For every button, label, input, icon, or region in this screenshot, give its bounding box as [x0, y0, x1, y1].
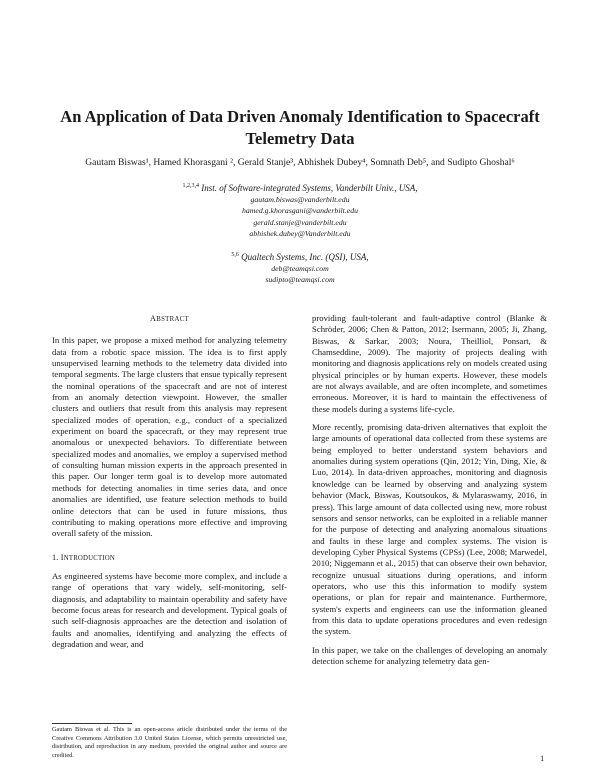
author-email: gerald.stanje@vanderbilt.edu	[253, 217, 347, 227]
section-heading-initial: I	[60, 552, 64, 562]
license-footnote: Gautam Biswas et al. This is an open-access article distributed under the terms of the Creative Commons Attribution 3.0 United States License, which permits unrestricted use, distribution, and reproduction in any medium, provided the original author and source are credited.	[52, 726, 287, 759]
abstract-heading	[52, 313, 287, 325]
affiliation-2-superscript: 5,6	[231, 252, 239, 258]
author-email: deb@teamqsi.com	[271, 264, 329, 273]
abstract-text: In this paper, we propose a mixed method for analyzing telemetry data from a robotic space mission. The idea is to first apply unsupervised learning methods to the telemetry data divided into temporal segments. The large clusters that ensue typically represent the nominal operations of the spacecraft and are not of interest from an anomaly detection viewpoint. However, the smaller clusters and outliers that result from this analysis may represent specialized modes of operation, e.g., conduct of a specialized experiment on board the spacecraft, or they may represent true anomalous or unexpected behaviors. To differentiate between specialized modes and anomalies, we employ a supervised method of consulting human mission experts in the approach presented in this paper. Our longer term goal is to develop more automated methods for detecting anomalies in time series data, and once anomalies are identified, use feature selection methods to build online detectors that can be used in future missions, thus contributing to making operations more effective and improving overall safety of the mission.	[52, 335, 287, 539]
section-heading-rest: NTRODUCTION	[63, 554, 116, 562]
affiliation-2	[40, 249, 560, 286]
author-email: sudipto@teamqsi.com	[265, 275, 335, 285]
intro-paragraph: As engineered systems have become more complex, and include a range of operations that vary widely, self-monitoring, self-diagnosis, and adaptability to maintain operability and safety have become focus areas for research and development. Typical goals of such self-diagnosis approaches are the detection and isolation of faults and anomalies, identifying and analyzing the effects of degradation and wear, and	[52, 570, 287, 649]
left-column	[52, 313, 287, 657]
affiliation-1-superscript: 1,2,3,4	[182, 183, 199, 189]
body-paragraph: More recently, promising data-driven alternatives that exploit the large amounts of operational data collected from these systems are being employed to better understand system behaviors and anomalies during system operations (Qin, 2012; Yin, Ding, Xie, & Luo, 2014). In data-driven approaches, monitoring and diagnosis knowledge can be learned by observing and analyzing system behavior (Mack, Biswas, Koutsoukos, & Mylaraswamy, 2016, in press). This large amount of data collected using new, more robust sensors and sensor networks, can be exploited in a reliable manner for the purpose of detecting and analyzing anomalous situations and faults in these large and complex systems. The vision is developing Cyber Physical Systems (CPSs) (Lee, 2008; Marwedel, 2010; Niggemann et al., 2015) that can observe their own behavior, recognize unusual situations during operations, and inform operators, who use this this information to modify system operations, or plan for repair and maintenance. Furthermore, system's experts and engineers can use the information gleaned from this data to update operations procedures and even redesign the system.	[312, 422, 547, 637]
footnote-rule	[52, 723, 132, 724]
author-email: gautam.biswas@vanderbilt.edu	[250, 195, 350, 204]
paper-title: An Application of Data Driven Anomaly Identification to Spacecraft Telemetry Data	[60, 107, 540, 148]
page-number: 1	[540, 753, 545, 763]
right-column	[312, 313, 547, 674]
affiliation-1-institution	[40, 180, 560, 194]
abstract-heading-initial: A	[150, 314, 157, 323]
section-heading-introduction	[52, 552, 287, 564]
affiliation-1	[40, 180, 560, 240]
affiliation-2-institution	[40, 249, 560, 263]
author-email: abhishek.dubey@Vanderbilt.edu	[249, 229, 351, 239]
body-paragraph: In this paper, we take on the challenges of developing an anomaly detection scheme for analyzing telemetry data gen-	[312, 644, 547, 666]
affiliation-1-name: Inst. of Software-integrated Systems, Vanderbilt Univ., USA,	[201, 183, 418, 193]
abstract-heading-rest: BSTRACT	[156, 316, 189, 323]
author-list: Gautam Biswas¹, Hamed Khorasgani ², Gerald Stanje³, Abhishek Dubey⁴, Somnath Deb⁵, and Sudipto Ghoshal⁶	[85, 157, 515, 168]
affiliation-2-name: Qualtech Systems, Inc. (QSI), USA,	[241, 252, 369, 262]
body-paragraph: providing fault-tolerant and fault-adaptive control (Blanke & Schröder, 2006; Chen & Patton, 2012; Isermann, 2005; Ji, Zhang, Biswas, & Sarkar, 2003; Noura, Theilliol, Ponsart, & Chamseddine, 2009). The majority of projects dealing with monitoring and diagnosis applications rely on models created using physical principles or by human experts. However, these models are not always available, and are often incomplete, and sometimes erroneous. Moreover, it is hard to maintain the effectiveness of these models during a systems life-cycle.	[312, 313, 547, 414]
author-email: hamed.g.khorasgani@vanderbilt.edu	[241, 206, 359, 216]
section-number: 1.	[52, 552, 61, 562]
